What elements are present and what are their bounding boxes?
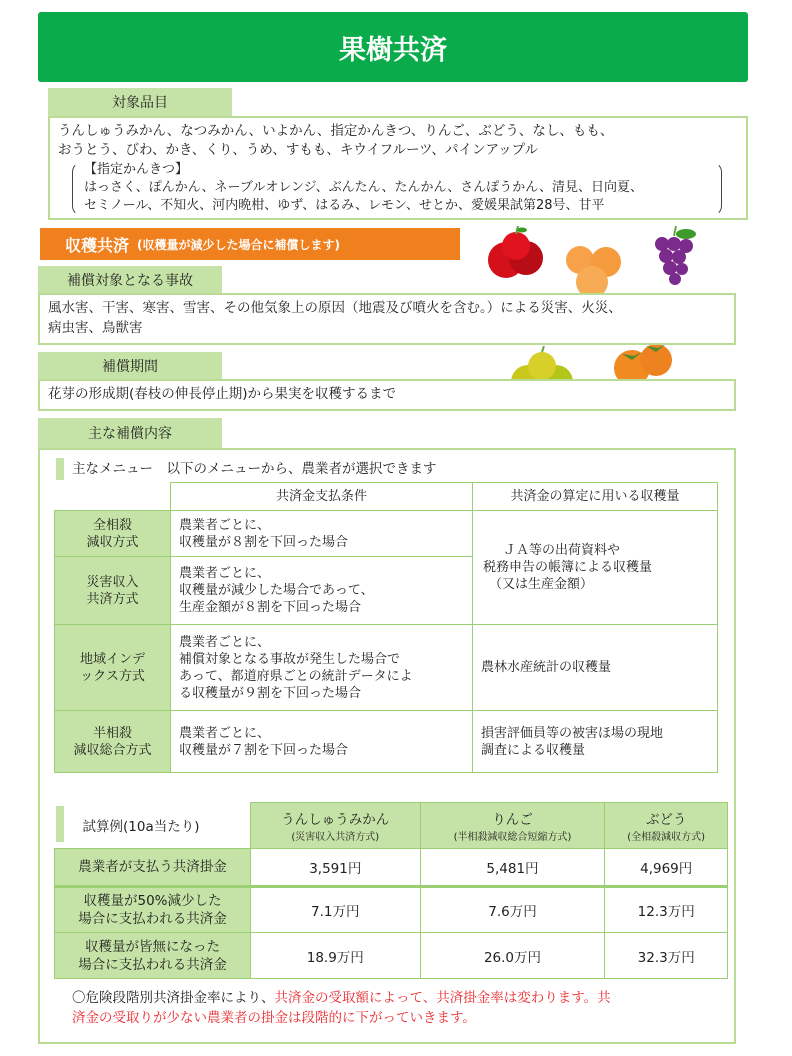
calc-col-header: りんご (半相殺減収総合短縮方式) [420,803,605,849]
menu-row-condition: 農業者ごとに、 収穫量が７割を下回った場合 [171,711,473,773]
calc-col-header: うんしゅうみかん (災害収入共済方式) [251,803,421,849]
citrus-line2: セミノール、不知火、河内晩柑、ゆず、はるみ、レモン、せとか、愛媛果試第28号、甘平 [84,198,605,213]
menu-quantity-ja: ＪＡ等の出荷資料や 税務申告の帳簿による収穫量 （又は生産金額） [473,511,718,625]
grape-illustration [646,224,702,290]
calc-table [54,802,728,979]
menu-row-condition: 農業者ごとに、 収穫量が減少した場合であって、 生産金額が８割を下回った場合 [171,557,473,625]
menu-col-quantity: 共済金の算定に用いる収穫量 [473,483,718,511]
menu-quantity-stats: 農林水産統計の収穫量 [473,625,718,711]
calc-value: 4,969円 [605,849,728,887]
menu-col-conditions: 共済金支払条件 [171,483,473,511]
citrus-heading: 【指定かんきつ】 [84,162,189,177]
calc-value: 18.9万円 [251,933,421,979]
calc-value: 32.3万円 [605,933,728,979]
target-items-line1: うんしゅうみかん、なつみかん、いよかん、指定かんきつ、りんご、ぶどう、なし、もも、 [58,123,614,139]
calc-value: 5,481円 [420,849,605,887]
menu-row-name: 災害収入 共済方式 [55,557,171,625]
menu-title: 主なメニュー 以下のメニューから、農業者が選択できます [72,461,437,477]
calc-value: 7.6万円 [420,887,605,933]
calc-col-header: ぶどう (全相殺減収方式) [605,803,728,849]
calc-row-label: 収穫量が皆無になった 場合に支払われる共済金 [55,933,251,979]
accidents-label: 補償対象となる事故 [38,266,222,294]
calc-row-label: 収穫量が50%減少した 場合に支払われる共済金 [55,887,251,933]
menu-row-name: 半相殺 減収総合方式 [55,711,171,773]
main-coverage-label: 主な補償内容 [38,418,222,448]
menu-marker [56,458,64,480]
harvest-subtitle: (収穫量が減少した場合に補償します) [137,237,340,252]
menu-row-condition: 農業者ごとに、 収穫量が８割を下回った場合 [171,511,473,557]
harvest-insurance-banner [40,228,460,260]
calc-value: 7.1万円 [251,887,421,933]
calc-title: 試算例(10a当たり) [55,803,251,849]
calc-value: 3,591円 [251,849,421,887]
menu-row-name: 地域インデ ックス方式 [55,625,171,711]
calc-row-label: 農業者が支払う共済掛金 [55,849,251,887]
mandarin-illustration [562,240,626,300]
accidents-line1: 風水害、干害、寒害、雪害、その他気象上の原因（地震及び噴火を含む。）による災害、火災、 [48,300,622,316]
menu-table [54,482,718,773]
calc-value: 26.0万円 [420,933,605,979]
calc-value: 12.3万円 [605,887,728,933]
menu-quantity-survey: 損害評価員等の被害ほ場の現地 調査による収穫量 [473,711,718,773]
target-items-label: 対象品目 [48,88,232,116]
target-items-line2: おうとう、びわ、かき、くり、うめ、すもも、キウイフルーツ、パインアップル [58,142,539,158]
citrus-line1: はっさく、ぽんかん、ネーブルオレンジ、ぶんたん、たんかん、さんぽうかん、清見、日向夏、 [84,180,644,195]
risk-note: 〇危険段階別共済掛金率により、共済金の受取額によって、共済掛金率は変わります。共 済金の受取りが少ない農業者の掛金は段階的に下がっていきます。 [72,990,611,1026]
apple-illustration [484,226,548,284]
period-text: 花芽の形成期(春枝の伸長停止期)から果実を収穫するまで [48,386,397,402]
menu-row-condition: 農業者ごとに、 補償対象となる事故が発生した場合で あって、都道府県ごとの統計データによ る収穫量が９割を下回った場合 [171,625,473,711]
page-title: 果樹共済 [38,12,748,82]
accidents-line2: 病虫害、鳥獣害 [48,320,143,336]
menu-row-name: 全相殺 減収方式 [55,511,171,557]
harvest-title: 収穫共済 [65,235,130,255]
period-label: 補償期間 [38,352,222,380]
